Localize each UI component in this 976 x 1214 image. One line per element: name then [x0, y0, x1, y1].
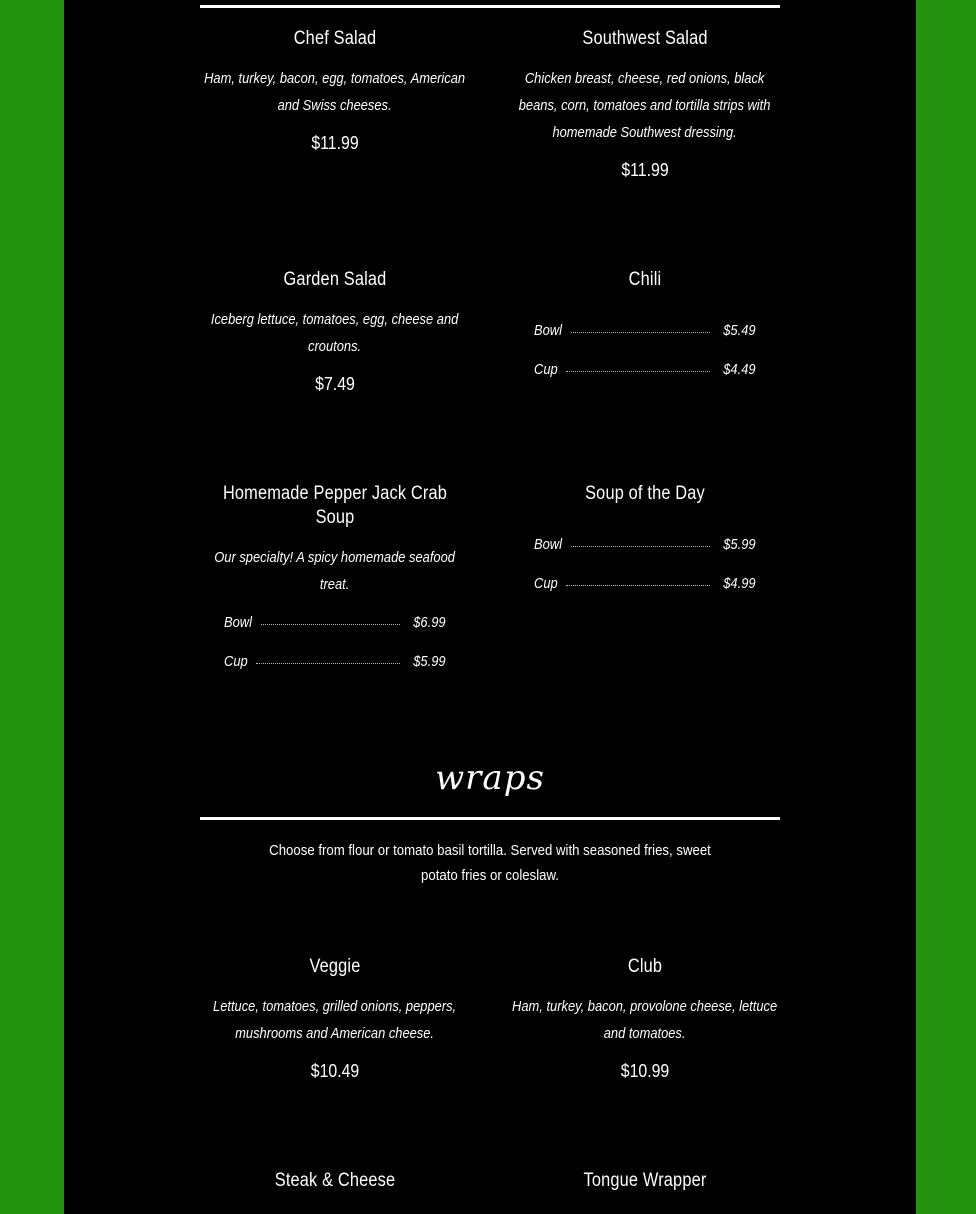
item-description: Ham, turkey, bacon, provolone cheese, lettuce and tomatoes.: [512, 998, 778, 1042]
menu-item-chili: [510, 268, 780, 389]
item-description: Lettuce, tomatoes, grilled onions, peppers, mushrooms and American cheese.: [213, 998, 457, 1042]
item-price: $11.99: [621, 160, 669, 180]
menu-item-veggie-wrap: [200, 955, 470, 1083]
dot-leader: [571, 546, 711, 547]
menu-panel: [64, 0, 916, 1214]
section-title-wraps: wraps: [435, 758, 545, 798]
option-label: Cup: [534, 361, 558, 378]
item-price: $11.99: [311, 133, 359, 153]
option-row-bowl: [534, 525, 756, 564]
menu-item-southwest-salad: [510, 27, 780, 182]
dot-leader: [566, 585, 711, 586]
section-divider-top: [200, 5, 780, 8]
menu-item-garden-salad: [200, 268, 470, 396]
item-name: Steak & Cheese: [274, 1170, 396, 1191]
dot-leader: [571, 332, 711, 333]
item-name: Southwest Salad: [582, 28, 708, 49]
dot-leader: [256, 663, 401, 664]
item-name: Garden Salad: [283, 269, 387, 290]
option-price: $5.99: [723, 536, 756, 553]
option-row-cup: [534, 350, 756, 389]
menu-item-crab-soup: [200, 482, 470, 681]
option-row-cup: [534, 564, 756, 603]
item-name: Chef Salad: [293, 28, 377, 49]
menu-item-tongue-wrapper: [510, 1169, 780, 1193]
item-name: Chili: [628, 269, 662, 290]
option-row-cup: [224, 642, 446, 681]
menu-item-steak-cheese-wrap: [200, 1169, 470, 1193]
item-name: Veggie: [309, 956, 361, 977]
item-name: Tongue Wrapper: [583, 1170, 707, 1191]
item-description: Iceberg lettuce, tomatoes, egg, cheese and croutons.: [211, 311, 459, 355]
option-label: Cup: [534, 575, 558, 592]
dot-leader: [261, 624, 401, 625]
option-label: Bowl: [534, 322, 562, 339]
option-list: [510, 525, 780, 603]
option-row-bowl: [534, 311, 756, 350]
menu-item-club-wrap: [510, 955, 780, 1083]
item-price: $10.99: [620, 1061, 670, 1081]
item-price: $10.49: [310, 1061, 360, 1081]
option-label: Cup: [224, 653, 248, 670]
dot-leader: [566, 371, 711, 372]
item-description: Chicken breast, cheese, red onions, black beans, corn, tomatoes and tortilla strips with homemade Southwest dressing.: [519, 70, 771, 141]
option-label: Bowl: [534, 536, 562, 553]
item-name: Club: [627, 956, 663, 977]
option-list: [200, 603, 470, 681]
option-price: $5.99: [413, 653, 446, 670]
item-price: $7.49: [315, 374, 355, 394]
section-divider-wraps: [200, 817, 780, 820]
item-name: Homemade Pepper Jack Crab Soup: [222, 483, 448, 528]
option-row-bowl: [224, 603, 446, 642]
option-price: $4.99: [723, 575, 756, 592]
option-label: Bowl: [224, 614, 252, 631]
item-description: Our specialty! A spicy homemade seafood treat.: [214, 549, 456, 593]
option-list: [510, 311, 780, 389]
option-price: $6.99: [413, 614, 446, 631]
item-name: Soup of the Day: [585, 483, 705, 504]
option-price: $5.49: [723, 322, 756, 339]
option-price: $4.49: [723, 361, 756, 378]
item-description: Ham, turkey, bacon, egg, tomatoes, American and Swiss cheeses.: [204, 70, 466, 114]
section-note: Choose from flour or tomato basil tortilla. Served with seasoned fries, sweet potato fries or coleslaw.: [269, 842, 711, 884]
menu-item-chef-salad: [200, 27, 470, 155]
menu-item-soup-of-the-day: [510, 482, 780, 603]
